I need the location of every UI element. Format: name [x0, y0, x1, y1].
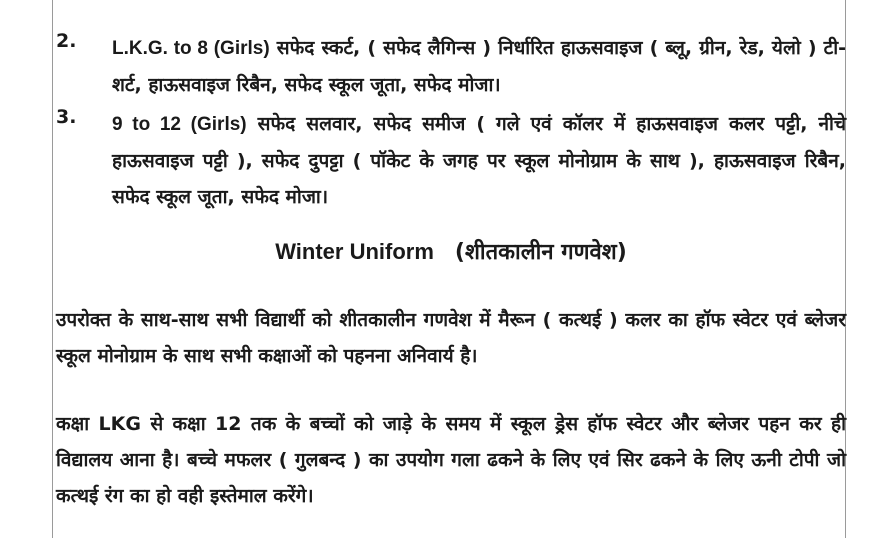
list-item-lead: L.K.G. to 8 (Girls)	[112, 38, 270, 59]
page-border-left	[52, 0, 53, 538]
paragraph-1: उपरोक्त के साथ-साथ सभी विद्यार्थी को शीतकालीन गणवेश में मैरून ( कत्थई ) कलर का हॉफ स्वेटर एवं ब्लेजर स्कूल मोनोग्राम के साथ सभी कक्षाओं को पहनना अनिवार्य है।	[56, 309, 846, 367]
list-item-body	[112, 106, 846, 215]
list-number: 3.	[56, 106, 77, 128]
section-heading	[56, 236, 846, 266]
heading-english: Winter Uniform	[275, 239, 434, 264]
list-item-body	[112, 30, 846, 103]
heading-hindi: (शीतकालीन गणवेश)	[454, 240, 627, 265]
list-number: 2.	[56, 30, 77, 52]
list-item-2	[56, 30, 846, 103]
list-item-text: सफेद सलवार, सफेद समीज ( गले एवं कॉलर में हाऊसवाइज कलर पट्टी, नीचे हाऊसवाइज पट्टी ), सफेद दुपट्टा ( पॉकेट के जगह पर स्कूल मोनोग्राम के साथ ), हाऊसवाइज रिबैन, सफेद स्कूल जूता, सफेद मोजा।	[112, 113, 847, 208]
list-item-lead: 9 to 12 (Girls)	[112, 114, 247, 135]
list-item-3	[56, 106, 846, 215]
paragraph-2: कक्षा LKG से कक्षा 12 तक के बच्चों को जाड़े के समय में स्कूल ड्रेस हॉफ स्वेटर और ब्लेजर पहन कर ही विद्यालय आना है। बच्चे मफलर ( गुलबन्द ) का उपयोग गला ढकने के लिए एवं सिर ढकने के लिए ऊनी टोपी जो कत्थई रंग का हो वही इस्तेमाल करेंगे।	[56, 413, 846, 507]
list-item-text: सफेद स्कर्ट, ( सफेद लैगिन्स ) निर्धारित हाऊसवाइज ( ब्लू, ग्रीन, रेड, येलो ) टी-शर्ट, हाऊसवाइज रिबैन, सफेद स्कूल जूता, सफेद मोजा।	[112, 37, 847, 96]
